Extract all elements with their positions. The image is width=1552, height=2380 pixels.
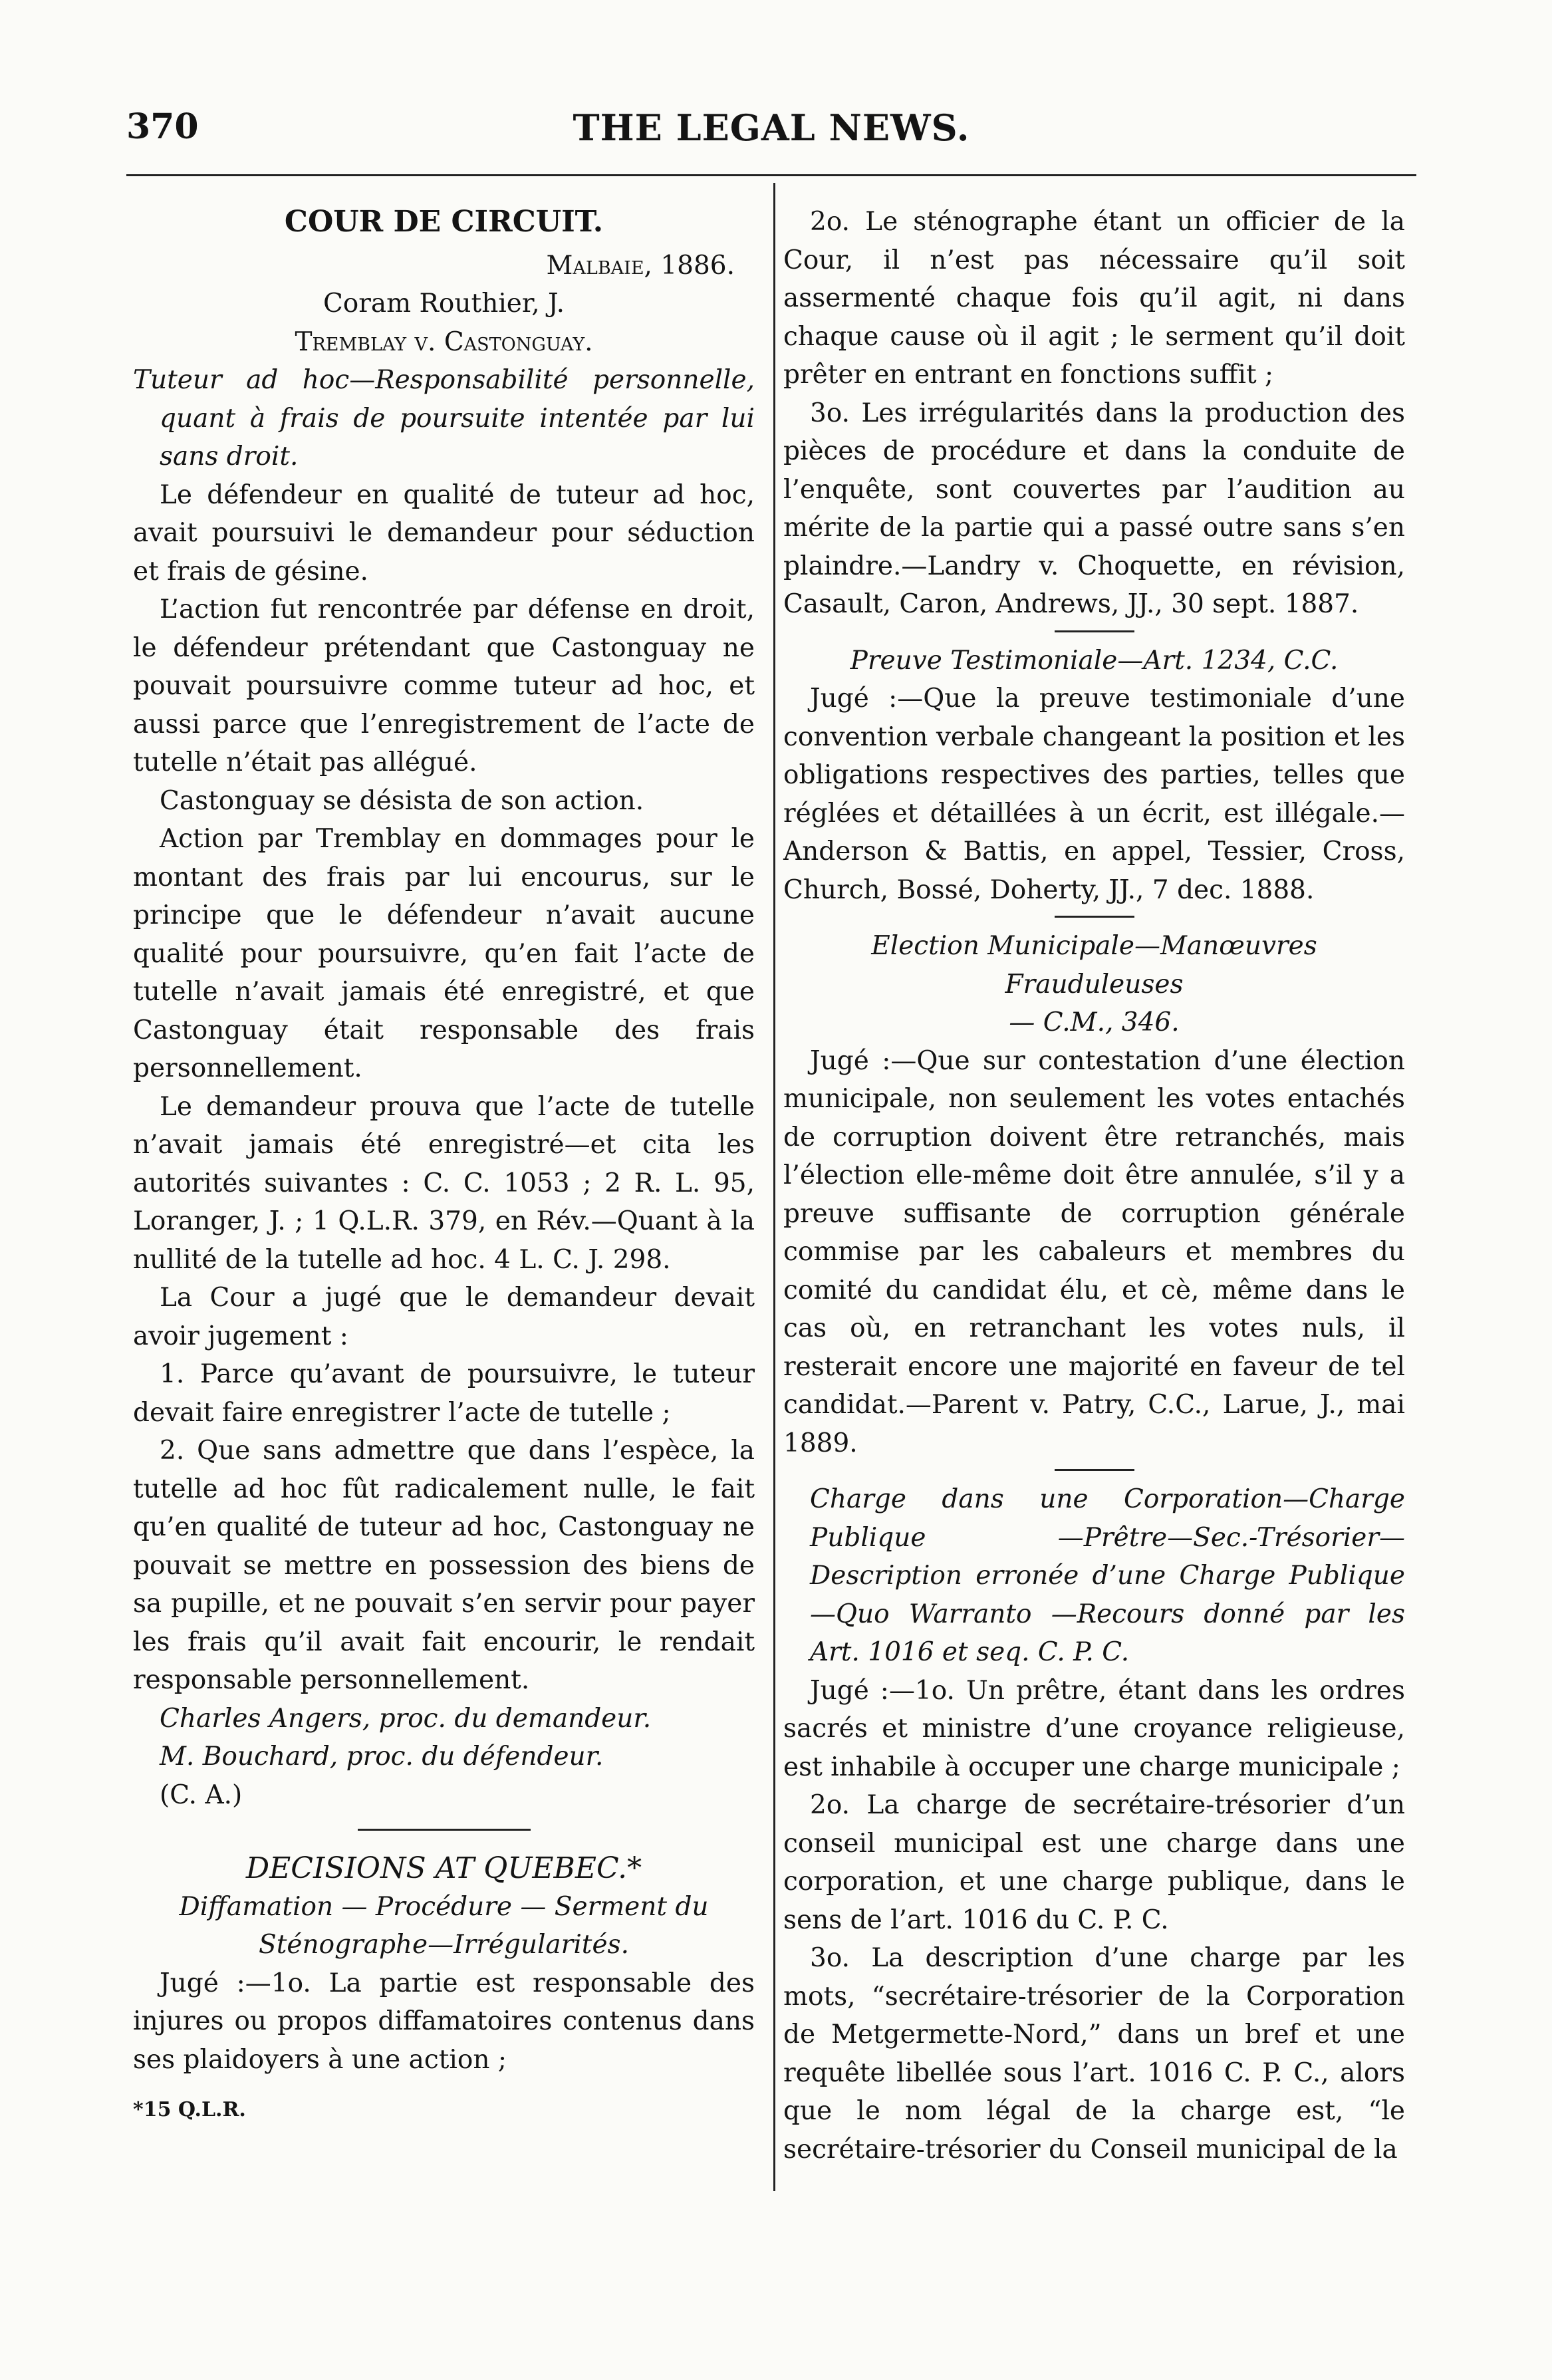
- running-header: [126, 106, 1416, 160]
- counsel-defendant: M. Bouchard, proc. du défendeur.: [160, 1742, 604, 1772]
- section-heading: DECISIONS AT QUEBEC.*: [245, 1851, 642, 1885]
- section-rule: [358, 1829, 531, 1831]
- paragraph-7: 1. Parce qu’avant de poursuivre, le tuteur devait faire enregistrer l’acte de tutelle ;: [133, 1359, 755, 1428]
- heading-election-ref: — C.M., 346.: [1009, 1007, 1180, 1037]
- paragraph-6: La Cour a jugé que le demandeur devait avoir jugement :: [133, 1283, 755, 1351]
- left-column: [133, 203, 755, 2129]
- paragraph-1: Le défendeur en qualité de tuteur ad hoc, avait poursuivi le demandeur pour séduction et frais de gésine.: [133, 479, 755, 587]
- counsel-plaintiff: Charles Angers, proc. du demandeur.: [160, 1703, 652, 1734]
- right-column: [783, 203, 1405, 2169]
- place-date: Malbaie, 1886.: [546, 250, 735, 281]
- court-heading: COUR DE CIRCUIT.: [284, 205, 604, 239]
- case-summary: Tuteur ad hoc—Responsabilité personnelle, quant à frais de poursuite intentée par lui sans droit.: [133, 365, 755, 471]
- header-rule: [126, 174, 1416, 176]
- paragraph-8: 2. Que sans admettre que dans l’espèce, la tutelle ad hoc fût radicalement nulle, le fait qu’en qualité de tuteur ad hoc, Castonguay ne pouvait se mettre en possession des biens de sa pupille, et ne pouvait s’en servir pour payer les frais qu’il avait fait encourir, le rendait responsable personnellement.: [133, 1436, 755, 1695]
- paragraph-charge-3: 3o. La description d’une charge par les mots, “secrétaire-trésorier de la Corporation de Metgermette-Nord,” dans un bref et une requête libellée sous l’art. 1016 C. P. C., alors que le nom légal de la charge est, “le secrétaire-trésorier du Conseil municipal de la: [783, 1943, 1405, 2165]
- divider-rule-1: [1055, 630, 1134, 632]
- paragraph-4: Action par Tremblay en dommages pour le montant des frais par lui encourus, sur le principe que le défendeur n’avait aucune qualité pour poursuivre, qu’en fait l’acte de tutelle n’avait jamais été enregistré, et que Castonguay était responsable des frais personnellement.: [133, 824, 755, 1083]
- paragraph-2o: 2o. Le sténographe étant un officier de la Cour, il n’est pas nécessaire qu’il soit assermenté chaque fois qu’il agit, ni dans chaque cause où il agit ; le serment qu’il doit prêter en entrant en fonctions suffit ;: [783, 207, 1405, 390]
- paragraph-2: L’action fut rencontrée par défense en droit, le défendeur prétendant que Castonguay ne pouvait poursuivre comme tuteur ad hoc, et aussi parce que l’enregistrement de l’acte de tutelle n’était pas allégué.: [133, 595, 755, 777]
- paragraph-charge-1: Jugé :—1o. Un prêtre, étant dans les ordres sacrés et ministre d’une croyance religieuse, est inhabile à occuper une charge municipale ;: [783, 1675, 1405, 1782]
- heading-charge: Charge dans une Corporation—Charge Publique —Prêtre—Sec.-Trésorier—Description erronée d’une Charge Publique—Quo Warranto —Recours donné par les Art. 1016 et seq. C. P. C.: [810, 1484, 1405, 1667]
- heading-preuve: Preuve Testimoniale—Art. 1234, C.C.: [850, 645, 1339, 676]
- paragraph-5: Le demandeur prouva que l’acte de tutelle n’avait jamais été enregistré—et cita les autorités suivantes : C. C. 1053 ; 2 R. L. 95, Loranger, J. ; 1 Q.L.R. 379, en Rév.—Quant à la nullité de la tutelle ad hoc. 4 L. C. J. 298.: [133, 1091, 755, 1275]
- section-paragraph: Jugé :—1o. La partie est responsable des injures ou propos diffamatoires contenus dans ses plaidoyers à une action ;: [133, 1968, 755, 2075]
- divider-rule-2: [1055, 916, 1134, 918]
- paragraph-election: Jugé :—Que sur contestation d’une élection municipale, non seulement les votes entachés de corruption doivent être retranchés, mais l’élection elle-même doit être annulée, s’il y a preuve suffisante de corruption générale commise par les cabaleurs et membres du comité du candidat élu, et cè, même dans le cas où, en retranchant les votes nuls, il resterait encore une majorité en faveur de tel candidat.—Parent v. Patry, C.C., Larue, J., mai 1889.: [783, 1045, 1405, 1458]
- paragraph-preuve: Jugé :—Que la preuve testimoniale d’une convention verbale changeant la position et les obligations respectives des parties, telles que réglées et détaillées à un écrit, est illégale.—Anderson & Battis, en appel, Tessier, Cross, Church, Bossé, Doherty, JJ., 7 dec. 1888.: [783, 684, 1405, 905]
- section-summary: Diffamation — Procédure — Serment du Sténographe—Irrégularités.: [179, 1891, 709, 1960]
- heading-election: Election Municipale—Manœuvres Frauduleuses: [871, 931, 1317, 999]
- footnote: *15 Q.L.R.: [133, 2098, 246, 2121]
- divider-rule-3: [1055, 1469, 1134, 1471]
- column-divider: [773, 183, 775, 2191]
- page-number: 370: [126, 106, 199, 147]
- journal-title: THE LEGAL NEWS.: [573, 106, 970, 149]
- paragraph-3: Castonguay se désista de son action.: [160, 785, 644, 816]
- reporter-initials: (C. A.): [160, 1780, 243, 1810]
- case-parties: Tremblay v. Castonguay.: [295, 327, 593, 357]
- coram: Coram Routhier, J.: [323, 289, 565, 319]
- paragraph-charge-2: 2o. La charge de secrétaire-trésorier d’un conseil municipal est une charge dans une corporation, et une charge publique, dans le sens de l’art. 1016 du C. P. C.: [783, 1790, 1405, 1935]
- paragraph-3o: 3o. Les irrégularités dans la production des pièces de procédure et dans la conduite de l’enquête, sont couvertes par l’audition au mérite de la partie qui a passé outre sans s’en plaindre.—Landry v. Choquette, en révision, Casault, Caron, Andrews, JJ., 30 sept. 1887.: [783, 398, 1405, 619]
